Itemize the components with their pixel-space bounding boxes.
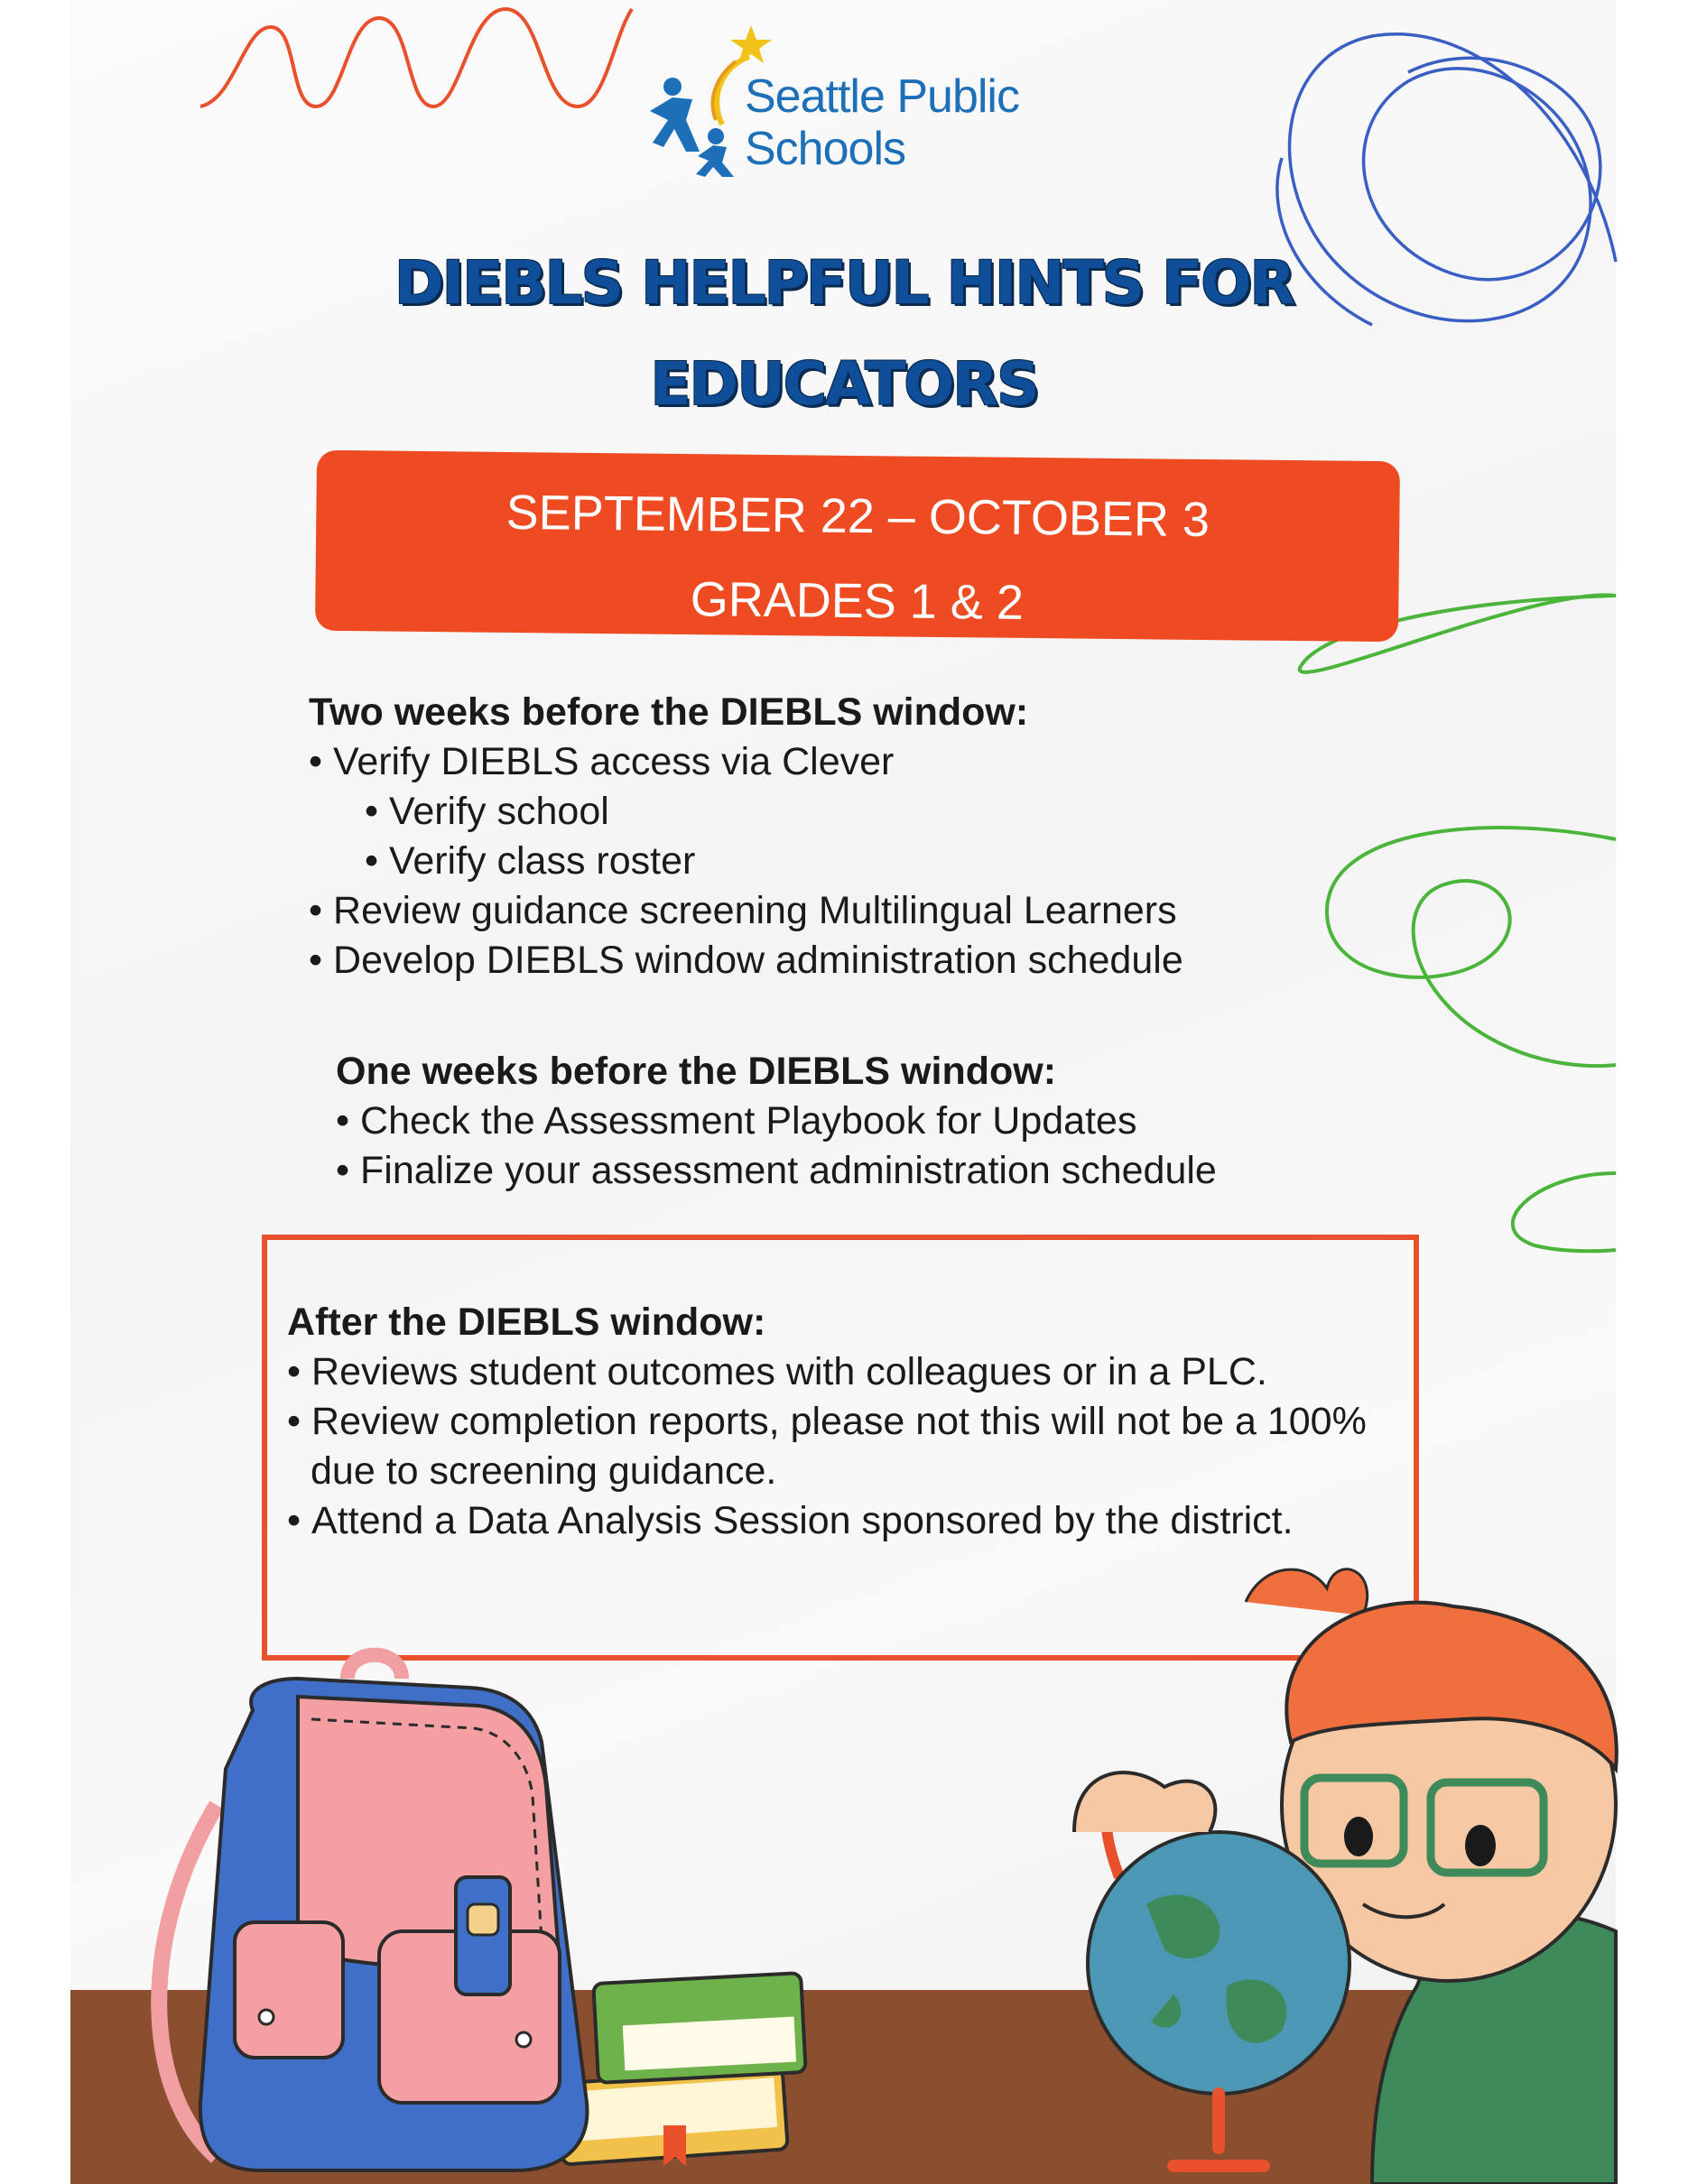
- title-line-1: DIEBLS HELPFUL HINTS FOR: [394, 248, 1294, 318]
- section-heading: Two weeks before the DIEBLS window:: [309, 690, 1029, 734]
- list-item: • Review guidance screening Multilingual Learners: [309, 886, 1392, 936]
- section-heading: After the DIEBLS window:: [287, 1300, 766, 1344]
- list-item: • Review completion reports, please not this will not be a 100% due to screening guidance.: [287, 1397, 1415, 1496]
- logo-line-2: Schools: [745, 123, 905, 175]
- list-item: • Finalize your assessment administration schedule: [336, 1146, 1419, 1196]
- sub-list-item: • Verify school: [365, 787, 1392, 837]
- banner-grades: GRADES 1 & 2: [690, 572, 1025, 630]
- backpack-icon: [159, 1655, 587, 2170]
- banner-dates: SEPTEMBER 22 – OCTOBER 3: [505, 485, 1210, 548]
- list-item: • Attend a Data Analysis Session sponsored by the district.: [287, 1496, 1415, 1546]
- sub-list-item: • Verify class roster: [365, 837, 1392, 886]
- list-item: • Verify DIEBLS access via Clever: [309, 737, 1392, 787]
- logo-line-1: Seattle Public: [745, 70, 1019, 123]
- list-item: • Develop DIEBLS window administration schedule: [309, 936, 1392, 986]
- list-item: • Check the Assessment Playbook for Updates: [336, 1097, 1419, 1146]
- title-line-2: EDUCATORS: [650, 349, 1038, 419]
- section-heading: One weeks before the DIEBLS window:: [336, 1050, 1057, 1093]
- list-item: • Reviews student outcomes with colleagues or in a PLC.: [287, 1347, 1415, 1397]
